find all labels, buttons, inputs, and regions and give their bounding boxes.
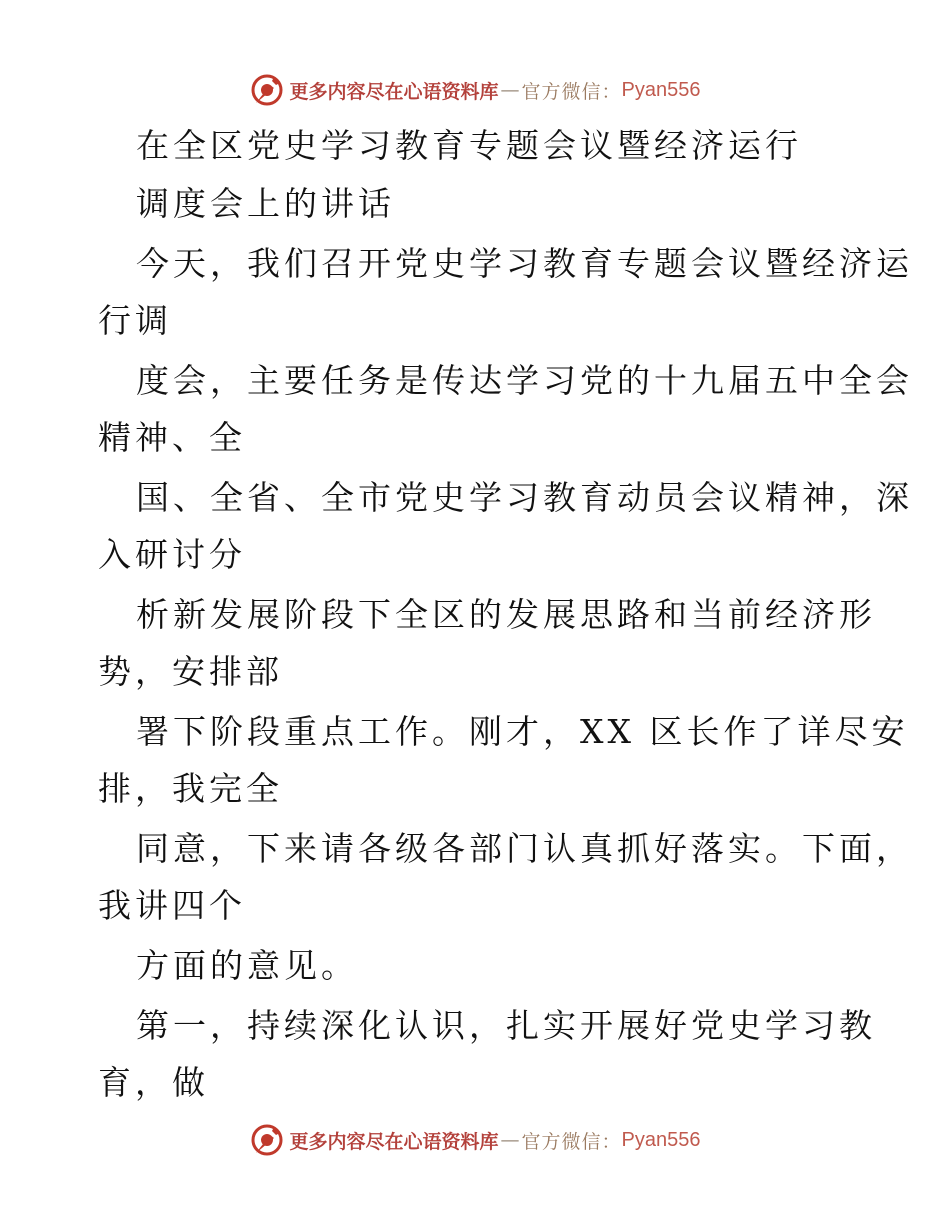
- brand-logo-icon: [250, 1123, 284, 1157]
- document-text-line: 入研讨分: [98, 535, 246, 574]
- document-text-line: 势，安排部: [98, 652, 283, 691]
- watermark-wechat-id: Pyan556: [621, 1128, 701, 1151]
- watermark-wechat-label: 官方微信：: [521, 1130, 622, 1153]
- watermark-main-text: 更多内容尽在心语资料库: [289, 80, 499, 103]
- document-text-line: 精神、全: [98, 418, 246, 457]
- watermark-dash: —: [500, 1129, 520, 1151]
- document-title-line-2: 调度会上的讲话: [136, 184, 395, 223]
- watermark-dash: —: [500, 79, 520, 101]
- document-title-line-1: 在全区党史学习教育专题会议暨经济运行: [136, 126, 802, 165]
- watermark-main-text: 更多内容尽在心语资料库: [289, 1130, 499, 1153]
- watermark-wechat-label: 官方微信：: [521, 80, 622, 103]
- watermark-banner-bottom: [0, 1120, 950, 1160]
- document-text-line: 排，我完全: [98, 769, 283, 808]
- document-text-line: 第一，持续深化认识，扎实开展好党史学习教: [136, 1006, 876, 1045]
- document-text-line: 署下阶段重点工作。刚才，XX 区长作了详尽安: [136, 712, 909, 751]
- document-text-line: 我讲四个: [98, 886, 246, 925]
- document-text-line: 行调: [98, 301, 172, 340]
- document-text-line: 度会，主要任务是传达学习党的十九届五中全会: [136, 361, 913, 400]
- document-text-line: 今天，我们召开党史学习教育专题会议暨经济运: [136, 244, 913, 283]
- document-text-line: 同意，下来请各级各部门认真抓好落实。下面，: [136, 829, 913, 868]
- document-text-line: 析新发展阶段下全区的发展思路和当前经济形: [136, 595, 876, 634]
- watermark-wechat-id: Pyan556: [621, 78, 701, 101]
- document-text-line: 育，做: [98, 1063, 209, 1102]
- document-text-line: 方面的意见。: [136, 946, 358, 985]
- document-text-line: 国、全省、全市党史学习教育动员会议精神，深: [136, 478, 913, 517]
